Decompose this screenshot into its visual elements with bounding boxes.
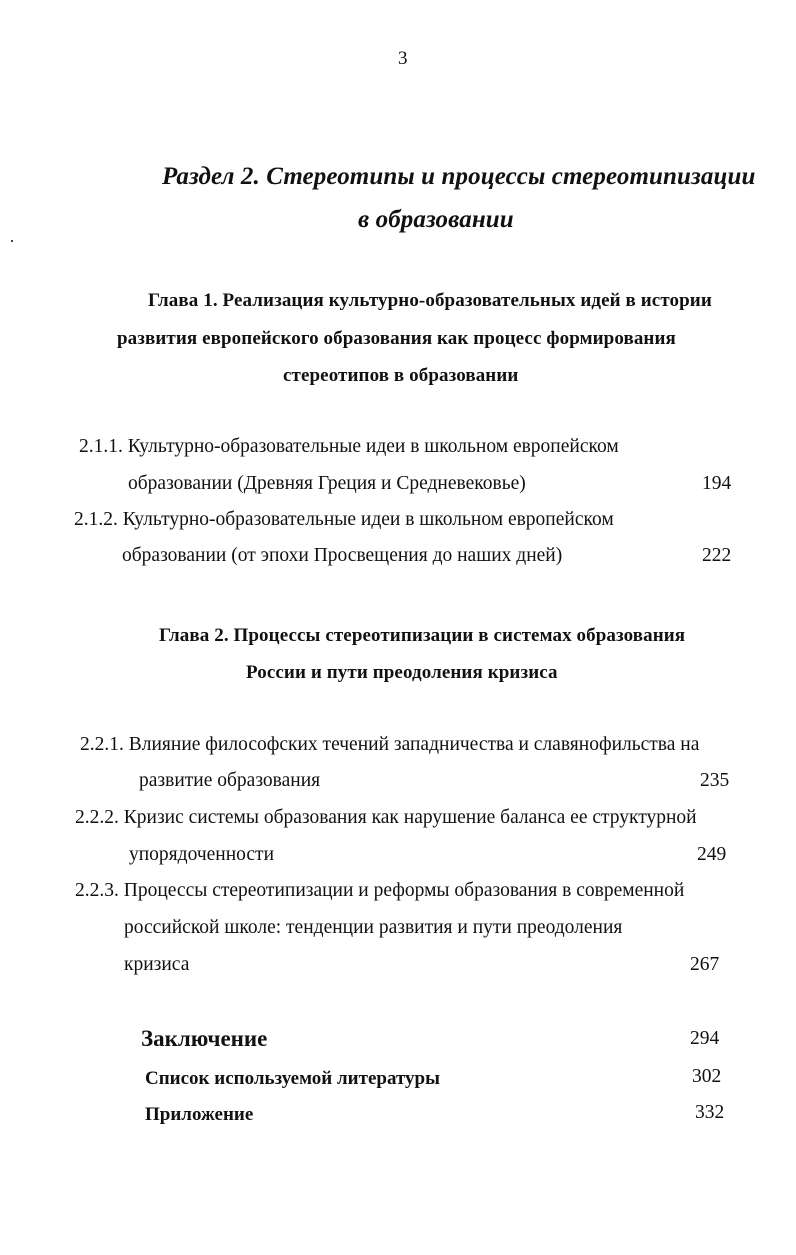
toc-entry-title-line-2: образовании (от эпохи Просвещения до наших дней)	[122, 545, 563, 566]
toc-entry-page: 294	[690, 1028, 720, 1049]
scan-speck	[11, 240, 13, 242]
chapter-1-title-line-1: Глава 1. Реализация культурно-образовательных идей в истории	[148, 290, 712, 311]
toc-entry-page: 194	[702, 473, 732, 494]
chapter-2-title-line-1: Глава 2. Процессы стереотипизации в системах образования	[159, 625, 686, 646]
toc-entry-page: 235	[700, 770, 730, 791]
toc-entry-title-line-2: образовании (Древняя Греция и Средневековье)	[128, 473, 526, 494]
section-title-line-1: Раздел 2. Стереотипы и процессы стереотипизации	[162, 163, 756, 190]
toc-entry-page: 332	[695, 1102, 725, 1123]
toc-entry-page: 249	[697, 844, 727, 865]
chapter-1-title-line-2: развития европейского образования как процесс формирования	[117, 328, 676, 349]
toc-entry-title-line-1: 2.2.1. Влияние философских течений западничества и славянофильства на	[80, 734, 700, 755]
toc-entry-page: 302	[692, 1066, 722, 1087]
toc-entry-title-line-2: упорядоченности	[129, 844, 275, 865]
toc-entry-title-line-1: 2.2.2. Кризис системы образования как нарушение баланса ее структурной	[75, 807, 697, 828]
page-number: 3	[398, 48, 408, 69]
section-title-line-2: в образовании	[358, 206, 514, 233]
chapter-1-title-line-3: стереотипов в образовании	[283, 365, 519, 386]
toc-entry-title-line-2: развитие образования	[139, 770, 321, 791]
toc-entry-page: 222	[702, 545, 732, 566]
toc-entry-title-line-2: российской школе: тенденции развития и пути преодоления	[124, 917, 623, 938]
toc-entry-title: Заключение	[141, 1026, 268, 1051]
toc-entry-title-line-1: 2.1.2. Культурно-образовательные идеи в школьном европейском	[74, 509, 614, 530]
toc-entry-title-line-3: кризиса	[124, 954, 190, 975]
toc-entry-title-line-1: 2.2.3. Процессы стереотипизации и реформы образования в современной	[75, 880, 685, 901]
toc-entry-title: Список используемой литературы	[145, 1068, 440, 1089]
toc-entry-title-line-1: 2.1.1. Культурно-образовательные идеи в школьном европейском	[79, 436, 619, 457]
toc-entry-title: Приложение	[145, 1104, 254, 1125]
toc-entry-page: 267	[690, 954, 720, 975]
chapter-2-title-line-2: России и пути преодоления кризиса	[246, 662, 558, 683]
